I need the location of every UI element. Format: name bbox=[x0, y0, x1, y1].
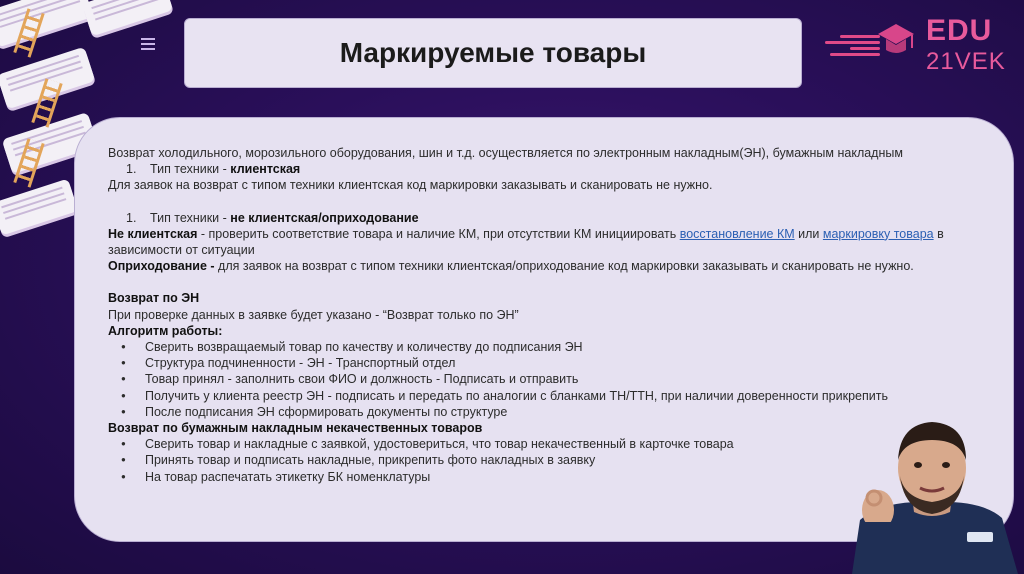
list-item: ● Товар принял - заполнить свои ФИО и должность - Подписать и отправить bbox=[108, 371, 968, 387]
notclient-paragraph: Не клиентская - проверить соответствие товара и наличие КМ, при отсутствии КМ инициировать восстановление КМ или маркировку товара в зависимости от ситуации bbox=[108, 226, 944, 258]
mark-goods-link[interactable]: маркировку товара bbox=[822, 226, 934, 241]
en-heading: Возврат по ЭН bbox=[108, 291, 200, 306]
income-paragraph: Оприходование - для заявок на возврат с типом техники клиентская/оприходование код маркировки заказывать и сканировать не нужно. bbox=[108, 259, 914, 274]
list-item: ● Получить у клиента реестр ЭН - подписать и передать по аналогии с бланками ТН/ТТН, при наличии доверенности прикрепить bbox=[108, 388, 968, 404]
algo-heading: Алгоритм работы: bbox=[108, 323, 223, 338]
restore-km-link[interactable]: восстановление КМ bbox=[679, 226, 795, 241]
menu-icon[interactable] bbox=[141, 38, 155, 50]
item2-value: не клиентская/оприходование bbox=[230, 210, 419, 225]
item1-value: клиентская bbox=[230, 162, 301, 177]
intro-text: Возврат холодильного, морозильного оборудования, шин и т.д. осуществляется по электронным накладным(ЭН), бумажным накладным bbox=[108, 146, 903, 160]
list-item: ● Сверить товар и накладные с заявкой, удостовериться, что товар некачественный в карточке товара bbox=[108, 436, 968, 452]
page-title: Маркируемые товары bbox=[339, 37, 647, 68]
item1-text: Для заявок на возврат с типом техники клиентская код маркировки заказывать и сканировать не нужно. bbox=[108, 178, 713, 193]
logo-line1: EDU bbox=[926, 14, 993, 47]
list-item: ● Структура подчиненности - ЭН - Транспортный отдел bbox=[108, 355, 968, 371]
list-item: ● На товар распечатать этикетку БК номенклатуры bbox=[108, 469, 968, 485]
graduation-cap-icon bbox=[876, 22, 916, 62]
edu21vek-logo bbox=[820, 10, 1020, 80]
paper-heading: Возврат по бумажным накладным некачественных товаров bbox=[108, 421, 483, 436]
title-box bbox=[184, 18, 802, 88]
logo-stripes-icon bbox=[820, 32, 880, 62]
logo-line2: 21VEK bbox=[926, 48, 1006, 75]
list-item: ● После подписания ЭН сформировать документы по структуре bbox=[108, 404, 968, 420]
content-text bbox=[108, 145, 968, 485]
item2-line: 1. Тип техники - не клиентская/оприходование bbox=[126, 210, 419, 225]
algo-list bbox=[108, 339, 968, 420]
en-text: При проверке данных в заявке будет указано - “Возврат только по ЭН” bbox=[108, 307, 519, 322]
list-item: ● Принять товар и подписать накладные, прикрепить фото накладных в заявку bbox=[108, 452, 968, 468]
paper-list bbox=[108, 436, 968, 485]
list-item: ● Сверить возвращаемый товар по качеству и количеству до подписания ЭН bbox=[108, 339, 968, 355]
presenter-avatar bbox=[842, 410, 1024, 574]
item1-line: 1. Тип техники - клиентская bbox=[126, 162, 301, 177]
